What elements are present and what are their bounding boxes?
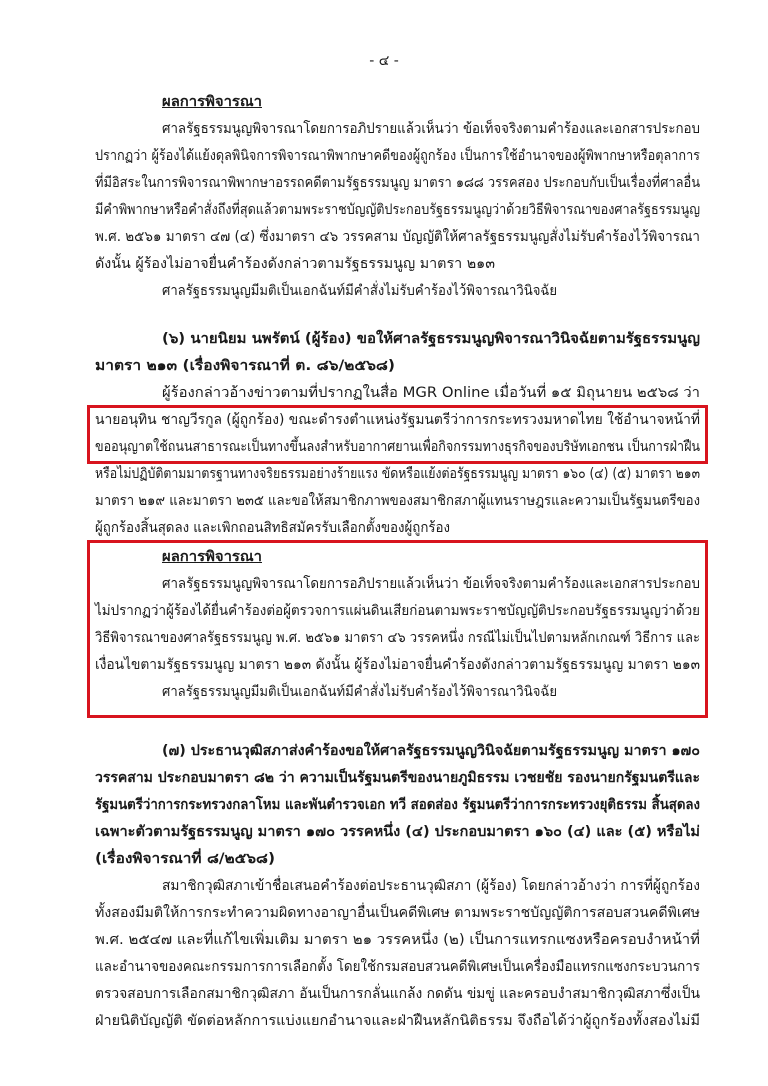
text-line: วิธีพิจารณาของศาลรัฐธรรมนูญ พ.ศ. ๒๕๖๑ มาตรา ๔๖ วรรคหนึ่ง กรณีไม่เป็นไปตามหลักเกณฑ์ วิธีการ และ: [95, 630, 700, 646]
text-line: วรรคสาม ประกอบมาตรา ๘๒ ว่า ความเป็นรัฐมนตรีของนายภูมิธรรม เวชยชัย รองนายกรัฐมนตรีและ: [95, 770, 700, 786]
text-line: ศาลรัฐธรรมนูญพิจารณาโดยการอภิปรายแล้วเห็นว่า ข้อเท็จจริงตามคำร้องและเอกสารประกอบ: [162, 576, 700, 592]
text-line: ศาลรัฐธรรมนูญมีมติเป็นเอกฉันท์มีคำสั่งไม่รับคำร้องไว้พิจารณาวินิจฉัย: [162, 283, 557, 299]
text-line: มีคำพิพากษาหรือคำสั่งถึงที่สุดแล้วตามพระราชบัญญัติประกอบรัฐธรรมนูญว่าด้วยวิธีพิจารณาของศาลรัฐธรรมนูญ: [95, 202, 700, 218]
text-line: เฉพาะตัวตามรัฐธรรมนูญ มาตรา ๑๗๐ วรรคหนึ่ง (๔) ประกอบมาตรา ๑๖๐ (๔) และ (๕) หรือไม่: [95, 824, 700, 840]
page-number: - ๔ -: [369, 53, 399, 69]
text-line: นายอนุทิน ชาญวีรกูล (ผู้ถูกร้อง) ขณะดำรงตำแหน่งรัฐมนตรีว่าการกระทรวงมหาดไทย ใช้อำนาจหน้าที่: [95, 412, 700, 428]
text-line: หรือไม่ปฏิบัติตามมาตรฐานทางจริยธรรมอย่างร้ายแรง ขัดหรือแย้งต่อรัฐธรรมนูญ มาตรา ๑๖๐ (๔) (๕) มาตรา ๒๑๓: [95, 466, 700, 482]
text-line: ทั้งสองมีมติให้การกระทำความผิดทางอาญาอื่นเป็นคดีพิเศษ ตามพระราชบัญญัติการสอบสวนคดีพิเศษ: [95, 905, 700, 921]
text-line: ที่มีอิสระในการพิจารณาพิพากษาอรรถคดีตามรัฐธรรมนูญ มาตรา ๑๘๘ วรรคสอง ประกอบกับเป็นเรื่องที่ศาลอื่น: [95, 175, 700, 191]
text-line: สมาชิกวุฒิสภาเข้าชื่อเสนอคำร้องต่อประธานวุฒิสภา (ผู้ร้อง) โดยกล่าวอ้างว่า การที่ผู้ถูกร้อง: [162, 878, 700, 894]
text-line: (๗) ประธานวุฒิสภาส่งคำร้องขอให้ศาลรัฐธรรมนูญวินิจฉัยตามรัฐธรรมนูญ มาตรา ๑๗๐: [162, 743, 700, 759]
text-line: ศาลรัฐธรรมนูญพิจารณาโดยการอภิปรายแล้วเห็นว่า ข้อเท็จจริงตามคำร้องและเอกสารประกอบ: [162, 121, 700, 137]
text-line: ไม่ปรากฏว่าผู้ร้องได้ยื่นคำร้องต่อผู้ตรวจการแผ่นดินเสียก่อนตามพระราชบัญญัติประกอบรัฐธรรมนูญว่าด้วย: [95, 603, 700, 619]
text-line: ผู้ถูกร้องสิ้นสุดลง และเพิกถอนสิทธิสมัครรับเลือกตั้งของผู้ถูกร้อง: [95, 520, 450, 536]
text-line: มาตรา ๒๑๙ และมาตรา ๒๓๕ และขอให้สมาชิกภาพของสมาชิกสภาผู้แทนราษฎรและความเป็นรัฐมนตรีของ: [95, 493, 700, 509]
text-line: ผลการพิจารณา: [162, 549, 262, 565]
text-line: ศาลรัฐธรรมนูญมีมติเป็นเอกฉันท์มีคำสั่งไม่รับคำร้องไว้พิจารณาวินิจฉัย: [162, 684, 557, 700]
text-line: ปรากฏว่า ผู้ร้องได้แย้งดุลพินิจการพิจารณาพิพากษาคดีของผู้ถูกร้อง เป็นการใช้อำนาจของผู้พิพากษาหรือตุลาการ: [95, 148, 700, 164]
text-line: พ.ศ. ๒๕๔๗ และที่แก้ไขเพิ่มเติม มาตรา ๒๑ วรรคหนึ่ง (๒) เป็นการแทรกแซงหรือครอบงำหน้าที่: [95, 932, 700, 948]
text-line: ผู้ร้องกล่าวอ้างข่าวตามที่ปรากฏในสื่อ MGR Online เมื่อวันที่ ๑๕ มิถุนายน ๒๕๖๘ ว่า: [162, 385, 700, 401]
text-line: และอำนาจของคณะกรรมการการเลือกตั้ง โดยใช้กรมสอบสวนคดีพิเศษเป็นเครื่องมือแทรกแซงกระบวนการ: [95, 959, 700, 975]
text-line: เงื่อนไขตามรัฐธรรมนูญ มาตรา ๒๑๓ ดังนั้น ผู้ร้องไม่อาจยื่นคำร้องดังกล่าวตามรัฐธรรมนูญ มาตรา ๒๑๓: [95, 657, 700, 673]
text-line: มาตรา ๒๑๓ (เรื่องพิจารณาที่ ต. ๘๖/๒๕๖๘): [95, 358, 395, 374]
text-line: พ.ศ. ๒๕๖๑ มาตรา ๔๗ (๔) ซึ่งมาตรา ๔๖ วรรคสาม บัญญัติให้ศาลรัฐธรรมนูญสั่งไม่รับคำร้องไว้พิจารณา: [95, 229, 700, 245]
text-line: ดังนั้น ผู้ร้องไม่อาจยื่นคำร้องดังกล่าวตามรัฐธรรมนูญ มาตรา ๒๑๓: [95, 256, 495, 272]
text-line: ผลการพิจารณา: [162, 94, 262, 110]
text-line: ขออนุญาตใช้ถนนสาธารณะเป็นทางขึ้นลงสำหรับอากาศยานเพื่อกิจกรรมทางธุรกิจของบริษัทเอกชน เป็นการฝ่าฝืน: [95, 439, 700, 455]
text-line: ฝ่ายนิติบัญญัติ ขัดต่อหลักการแบ่งแยกอำนาจและฝ่าฝืนหลักนิติธรรม จึงถือได้ว่าผู้ถูกร้องทั้งสองไม่มี: [95, 1013, 700, 1029]
text-line: (๖) นายนิยม นพรัตน์ (ผู้ร้อง) ขอให้ศาลรัฐธรรมนูญพิจารณาวินิจฉัยตามรัฐธรรมนูญ: [162, 331, 700, 347]
text-line: รัฐมนตรีว่าการกระทรวงกลาโหม และพันตำรวจเอก ทวี สอดส่อง รัฐมนตรีว่าการกระทรวงยุติธรรม สิ้นสุดลง: [95, 797, 700, 813]
text-line: (เรื่องพิจารณาที่ ๘/๒๕๖๘): [95, 851, 275, 867]
text-line: ตรวจสอบการเลือกสมาชิกวุฒิสภา อันเป็นการกลั่นแกล้ง กดดัน ข่มขู่ และครอบงำสมาชิกวุฒิสภาซึ่งเป็น: [95, 986, 700, 1002]
